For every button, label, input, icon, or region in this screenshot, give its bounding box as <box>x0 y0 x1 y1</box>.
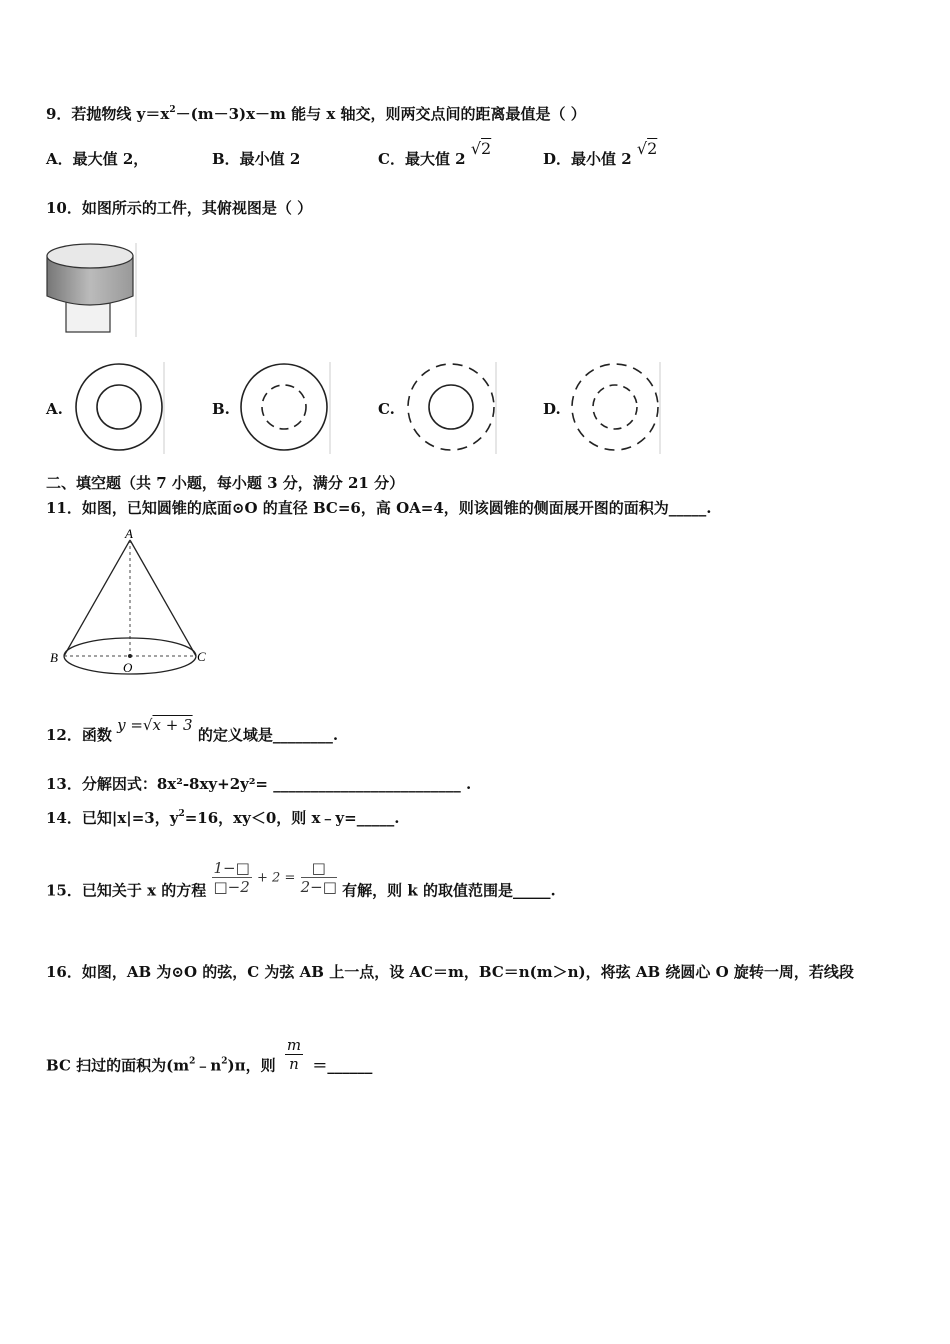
q15-den2: 2−□ <box>300 878 337 896</box>
q15-den1: □−2 <box>213 878 250 896</box>
q16-line2 <box>46 1036 373 1085</box>
q16-fraction <box>285 1036 303 1073</box>
q10-option-a-label: A. <box>46 400 63 418</box>
q9-stem-pre: 9．若抛物线 y＝x <box>46 105 170 123</box>
cone-label-o: O <box>123 660 133 675</box>
q12-formula <box>117 716 192 734</box>
q14-pre: 14．已知|x|=3，y <box>46 809 179 827</box>
q10-option-b-figure <box>236 362 332 454</box>
section2-heading: 二、填空题（共 7 小题，每小题 3 分，满分 21 分） <box>46 474 405 492</box>
q10-option-c-figure <box>402 362 498 454</box>
sqrt-icon: √2 <box>470 139 492 158</box>
q10-option-c-label: C. <box>378 400 395 418</box>
q16-frac-den: n <box>289 1055 299 1073</box>
q10-option-d-label: D. <box>543 400 561 418</box>
q10-option-b-label: B. <box>212 400 230 418</box>
q15-num2: □ <box>301 859 337 878</box>
q16-sup2: 2 <box>221 1056 228 1067</box>
q9-option-a <box>46 148 148 169</box>
q11-stem: 11．如图，已知圆锥的底面⊙O 的直径 BC=6，高 OA=4，则该圆锥的侧面展开图的面积为_____. <box>46 499 712 517</box>
q10-option-a-figure <box>70 362 166 454</box>
q9-option-b <box>212 148 300 169</box>
q9-stem-post: －(m－3)x－m 能与 x 轴交，则两交点间的距离最值是（ ） <box>175 105 586 123</box>
q9-option-a-label: A．最大值 2， <box>46 150 149 168</box>
q13-stem: 13．分解因式：8x²-8xy+2y²= _________________________ . <box>46 775 472 793</box>
q15-fraction-left <box>212 859 252 896</box>
cone-label-c: C <box>197 649 206 664</box>
q12-formula-radicand: x + 3 <box>152 716 193 734</box>
q10-option-d-figure <box>566 362 662 454</box>
q9-stem-sup: 2 <box>169 105 176 115</box>
q16-line1: 16．如图，AB 为⊙O 的弦，C 为弦 AB 上一点，设 AC＝m，BC＝n(m＞n)，将弦 AB 绕圆心 O 旋转一周，若线段 <box>46 963 854 981</box>
q14-sup: 2 <box>178 809 185 819</box>
q9-option-c <box>378 139 492 169</box>
q15-mid: + 2 = <box>257 870 296 886</box>
q15-fraction-right <box>301 859 337 896</box>
q12-post: 的定义域是________. <box>197 726 339 744</box>
q16-frac-num: m <box>286 1036 302 1054</box>
q12-formula-lhs: y = <box>117 716 143 734</box>
q15-post: 有解，则 k 的取值范围是_____. <box>342 881 556 900</box>
q16-line2-pre: BC 扫过的面积为(m <box>46 1056 190 1075</box>
q16-sup1: 2 <box>189 1056 196 1067</box>
sqrt-icon: √ <box>142 716 153 734</box>
q9-option-d-label: D．最小值 2 <box>543 150 632 168</box>
q9-stem <box>46 103 586 124</box>
q15-stem <box>46 859 556 910</box>
workpiece-figure <box>44 238 138 338</box>
q16-line2-post: )π，则 <box>227 1056 276 1075</box>
q15-num1: 1−□ <box>213 859 250 877</box>
q9-option-d <box>543 139 658 169</box>
q15-equation <box>212 859 337 896</box>
q9-option-c-radical: 2 <box>481 139 492 158</box>
q15-pre: 15．已知关于 x 的方程 <box>46 881 207 900</box>
cone-label-b: B <box>50 650 58 665</box>
q10-stem: 10．如图所示的工件，其俯视图是（ ） <box>46 199 313 217</box>
q14-stem <box>46 807 399 828</box>
q12-stem <box>46 716 339 745</box>
q16-line2-end: ＝______ <box>312 1056 373 1075</box>
cone-figure <box>46 526 216 676</box>
q14-post: =16，xy＜0，则 x﹣y=_____. <box>184 809 400 827</box>
q12-pre: 12．函数 <box>46 726 112 744</box>
sqrt-icon: √2 <box>636 139 658 158</box>
q9-option-d-radical: 2 <box>647 139 658 158</box>
q9-option-b-label: B．最小值 2 <box>212 150 301 168</box>
q16-line2-mid: ﹣n <box>195 1056 222 1075</box>
cone-label-a: A <box>125 526 133 541</box>
q9-option-c-label: C．最大值 2 <box>378 150 466 168</box>
